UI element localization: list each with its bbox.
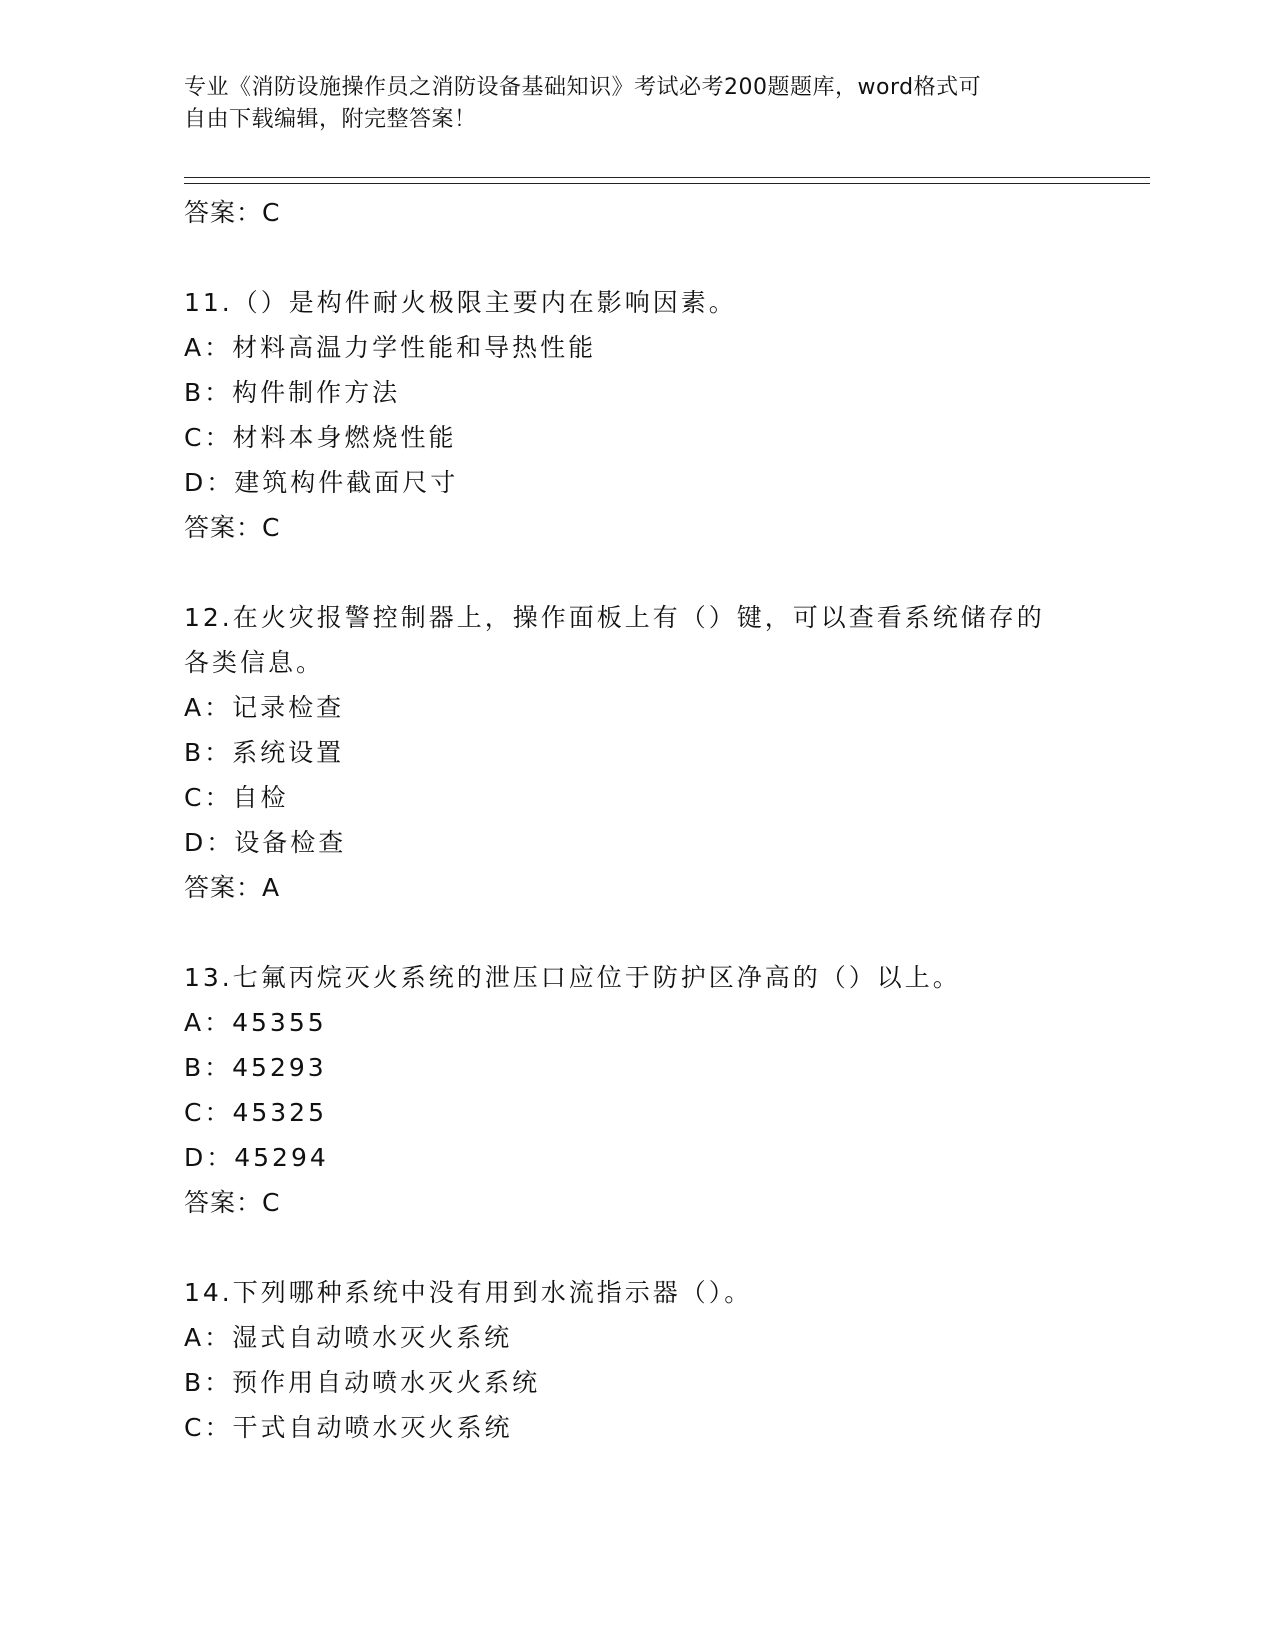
question-stem: 11.（）是构件耐火极限主要内在影响因素。 — [184, 288, 737, 317]
option-a: A：记录检查 — [184, 693, 345, 722]
option-c: C：干式自动喷水灭火系统 — [184, 1413, 513, 1442]
option-b: B：构件制作方法 — [184, 378, 401, 407]
question-stem: 13.七氟丙烷灭火系统的泄压口应位于防护区净高的（）以上。 — [184, 963, 961, 992]
option-d: D：45294 — [184, 1143, 329, 1172]
spacer — [184, 235, 1084, 280]
answer: 答案：C — [184, 1188, 281, 1217]
question-11 — [184, 280, 1084, 550]
option-d: D：设备检查 — [184, 828, 347, 857]
option-a: A：45355 — [184, 1008, 327, 1037]
spacer — [184, 910, 1084, 955]
answer: 答案：A — [184, 873, 281, 902]
option-b: B：45293 — [184, 1053, 327, 1082]
option-c: C：45325 — [184, 1098, 327, 1127]
document-header — [184, 72, 1064, 136]
header-divider-bottom — [184, 183, 1150, 184]
option-b: B：系统设置 — [184, 738, 345, 767]
header-title-line-2: 自由下载编辑，附完整答案！ — [184, 107, 477, 132]
question-14 — [184, 1270, 1084, 1450]
question-stem: 12.在火灾报警控制器上，操作面板上有（）键，可以查看系统储存的 — [184, 603, 1045, 632]
answer: 答案：C — [184, 513, 281, 542]
option-d: D：建筑构件截面尺寸 — [184, 468, 459, 497]
question-stem-continued: 各类信息。 — [184, 648, 325, 677]
spacer — [184, 1225, 1084, 1270]
question-12 — [184, 595, 1084, 910]
option-a: A：湿式自动喷水灭火系统 — [184, 1323, 513, 1352]
spacer — [184, 550, 1084, 595]
option-c: C：自检 — [184, 783, 289, 812]
question-list — [184, 190, 1084, 1450]
header-title-line-1: 专业《消防设施操作员之消防设备基础知识》考试必考200题题库，word格式可 — [184, 75, 982, 100]
option-c: C：材料本身燃烧性能 — [184, 423, 457, 452]
question-13 — [184, 955, 1084, 1225]
previous-answer: 答案：C — [184, 198, 281, 227]
option-a: A：材料高温力学性能和导热性能 — [184, 333, 597, 362]
option-b: B：预作用自动喷水灭火系统 — [184, 1368, 541, 1397]
header-divider-top — [184, 177, 1150, 178]
question-stem: 14.下列哪种系统中没有用到水流指示器（）。 — [184, 1278, 753, 1307]
